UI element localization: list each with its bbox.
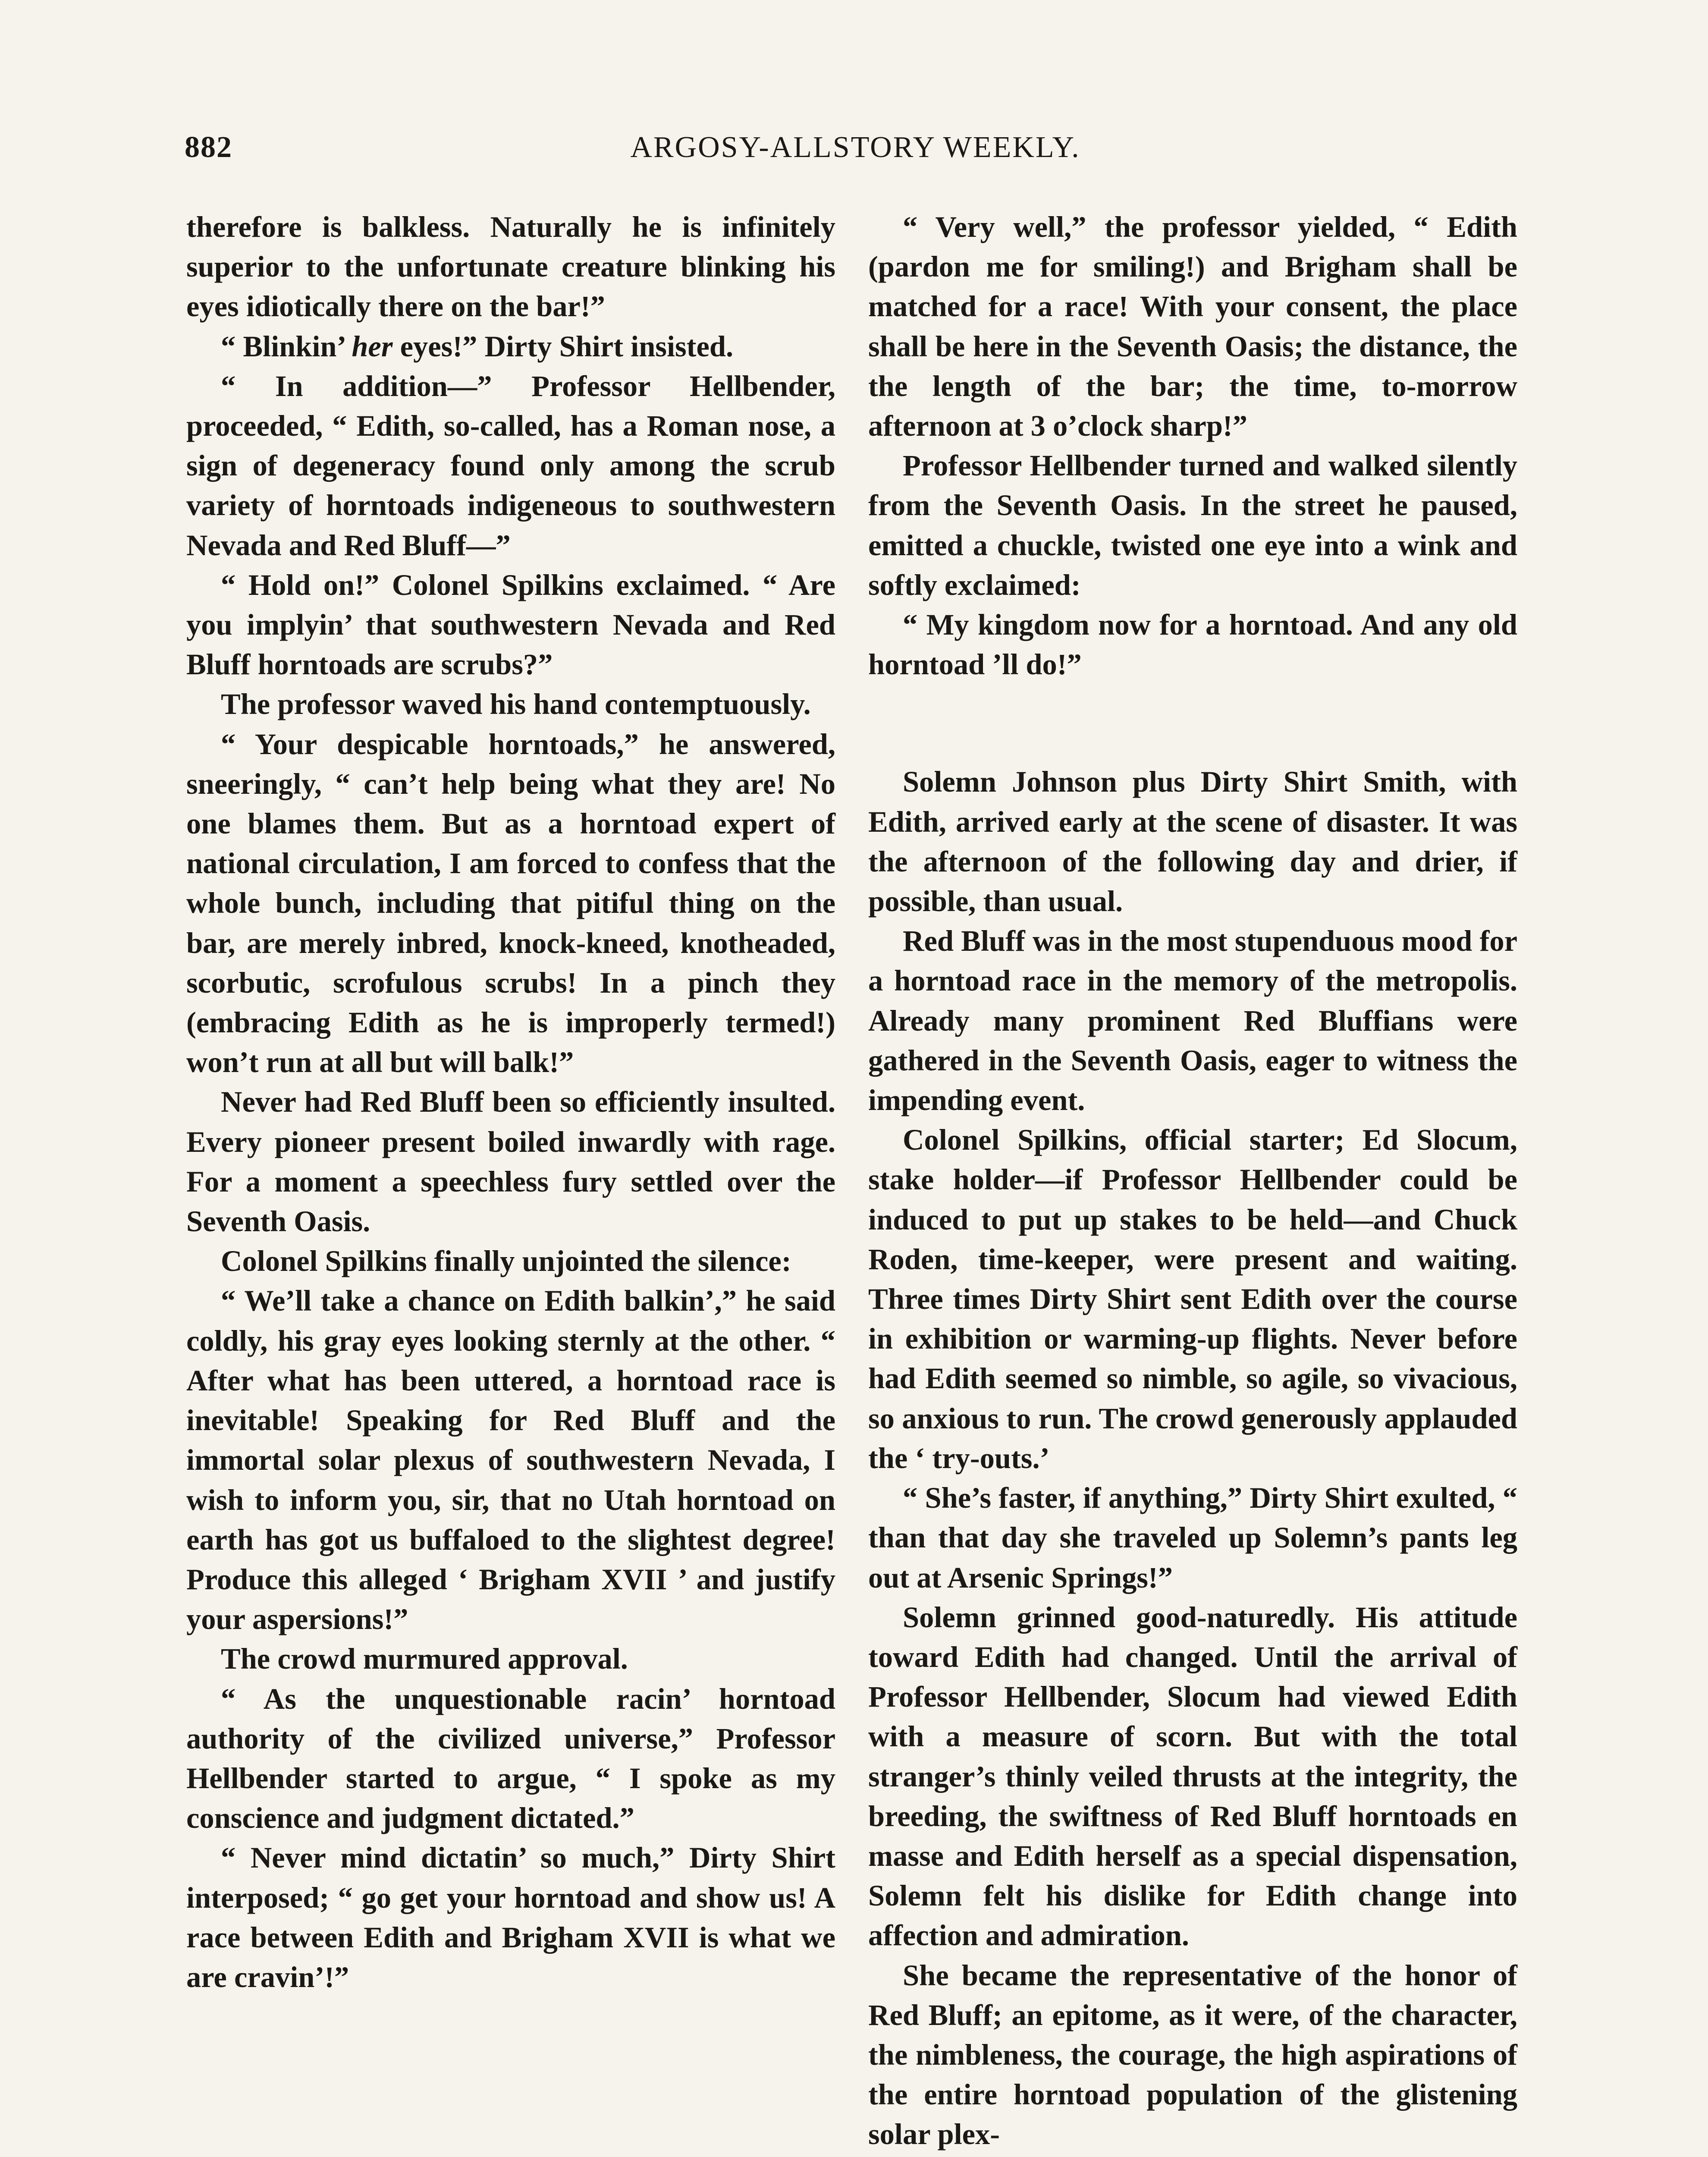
running-head: ARGOSY-ALLSTORY WEEKLY.: [630, 131, 1080, 164]
paragraph: Professor Hellbender turned and walked silently from the Seventh Oasis. In the street he paused, emitted a chuckle, twisted one eye into a wink and softly exclaimed:: [868, 449, 1517, 601]
paragraph: “ My kingdom now for a horntoad. And any old horntoad ’ll do!”: [868, 608, 1517, 681]
paragraph: Colonel Spilkins finally unjointed the silence:: [221, 1245, 791, 1278]
paragraph: “ In addition—” Professor Hellbender, proceeded, “ Edith, so-called, has a Roman nose, a sign of degeneracy found only among the scrub variety of horntoads indigeneous to southwestern Nevada and Red Bluff—”: [186, 369, 835, 562]
paragraph-text: eyes!” Dirty Shirt insisted.: [392, 330, 734, 363]
paragraph: Solemn grinned good-naturedly. His attitude toward Edith had changed. Until the arrival of Professor Hellbender, Slocum had viewed Edith with a measure of scorn. But with the total stranger’s thinly veiled thrusts at the integrity, the breeding, the swiftness of Red Bluff horntoads en masse and Edith herself as a special dispensation, Solemn felt his dislike for Edith change into affection and admiration.: [868, 1600, 1517, 1952]
paragraph: Red Bluff was in the most stupenduous mood for a horntoad race in the memory of the metropolis. Already many prominent Red Bluffians were gathered in the Seventh Oasis, eager to witness the impending event.: [868, 924, 1517, 1117]
paragraph: “ As the unquestionable racin’ horntoad authority of the civilized universe,” Professor Hellbender started to argue, “ I spoke as my conscience and judgment dictated.”: [186, 1682, 835, 1835]
paragraph: Never had Red Bluff been so efficiently insulted. Every pioneer present boiled inwardly with rage. For a moment a speechless fury settled over the Seventh Oasis.: [186, 1085, 835, 1238]
paragraph: therefore is balkless. Naturally he is infinitely superior to the unfortunate creature blinking his eyes idiotically there on the bar!”: [186, 211, 835, 323]
paragraph: “ Your despicable horntoads,” he answered, sneeringly, “ can’t help being what they are! No one blames them. But as a horntoad expert of national circulation, I am forced to confess that the whole bunch, including that pitiful thing on the bar, are merely inbred, knock-kneed, knotheaded, scorbutic, scrofulous scrubs! In a pinch they (embracing Edith as he is improperly termed!) won’t run at all but will balk!”: [186, 727, 835, 1079]
page-number: 882: [185, 131, 232, 164]
paragraph: [186, 327, 835, 366]
paragraph: She became the representative of the honor of Red Bluff; an epitome, as it were, of the character, the nimbleness, the courage, the high aspirations of the entire horntoad population of the glistening solar plex-: [868, 1959, 1517, 2151]
paragraph-text: “ Blinkin’: [221, 330, 352, 363]
paragraph: The crowd murmured approval.: [221, 1642, 628, 1676]
left-column: [186, 207, 835, 1997]
paragraph: The professor waved his hand contemptuously.: [221, 688, 811, 721]
right-column: [868, 207, 1517, 2154]
paragraph: “ Hold on!” Colonel Spilkins exclaimed. “ Are you implyin’ that southwestern Nevada and Red Bluff horntoads are scrubs?”: [186, 568, 835, 681]
paragraph: Solemn Johnson plus Dirty Shirt Smith, with Edith, arrived early at the scene of disaster. It was the afternoon of the following day and drier, if possible, than usual.: [868, 765, 1517, 918]
paragraph: “ She’s faster, if anything,” Dirty Shirt exulted, “ than that day she traveled up Solemn’s pants leg out at Arsenic Springs!”: [868, 1481, 1517, 1594]
paragraph: “ Very well,” the professor yielded, “ Edith (pardon me for smiling!) and Brigham shall be matched for a race! With your consent, the place shall be here in the Seventh Oasis; the distance, the the length of the bar; the time, to-morrow afternoon at 3 o’clock sharp!”: [868, 211, 1517, 443]
paragraph: “ We’ll take a chance on Edith balkin’,” he said coldly, his gray eyes looking sternly at the other. “ After what has been uttered, a horntoad race is inevitable! Speaking for Red Bluff and the immortal solar plexus of southwestern Nevada, I wish to inform you, sir, that no Utah horntoad on earth has got us buffaloed to the slightest degree! Produce this alleged ‘ Brigham XVII ’ and justify your aspersions!”: [186, 1284, 835, 1636]
italic-word: her: [352, 330, 393, 363]
page-header: [185, 126, 1526, 178]
paragraph: “ Never mind dictatin’ so much,” Dirty Shirt interposed; “ go get your horntoad and show us! A race between Edith and Brigham XVII is what we are cravin’!”: [186, 1841, 835, 1993]
paragraph: Colonel Spilkins, official starter; Ed Slocum, stake holder—if Professor Hellbender could be induced to put up stakes to be held—and Chuck Roden, time-keeper, were present and waiting. Three times Dirty Shirt sent Edith over the course in exhibition or warming-up flights. Never before had Edith seemed so nimble, so agile, so vivacious, so anxious to run. The crowd generously applauded the ‘ try-outs.’: [868, 1123, 1517, 1475]
